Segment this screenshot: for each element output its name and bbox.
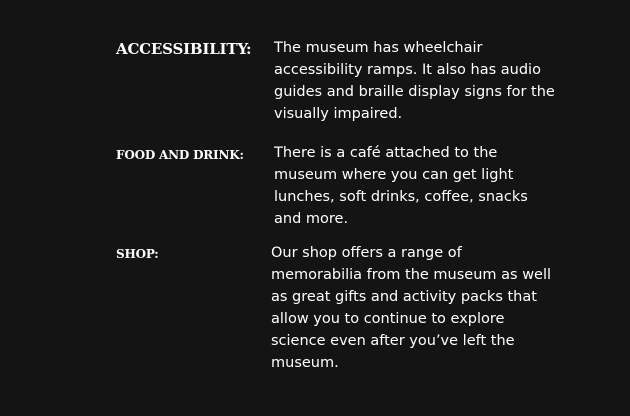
food-and-drink-description: There is a café attached to the museum where you can get light lunches, soft drinks, coffee, snacks and more. (274, 145, 528, 227)
food-and-drink-label: FOOD AND DRINK: (116, 148, 244, 162)
accessibility-description: The museum has wheelchair accessibility ramps. It also has audio guides and braille display signs for the visually impaired. (274, 40, 555, 122)
shop-description: Our shop offers a range of memorabilia from the museum as well as great gifts and activity packs that allow you to continue to explore science even after you’ve left the museum. (271, 245, 552, 371)
accessibility-label: ACCESSIBILITY: (116, 40, 252, 58)
shop-label: SHOP: (116, 247, 159, 261)
